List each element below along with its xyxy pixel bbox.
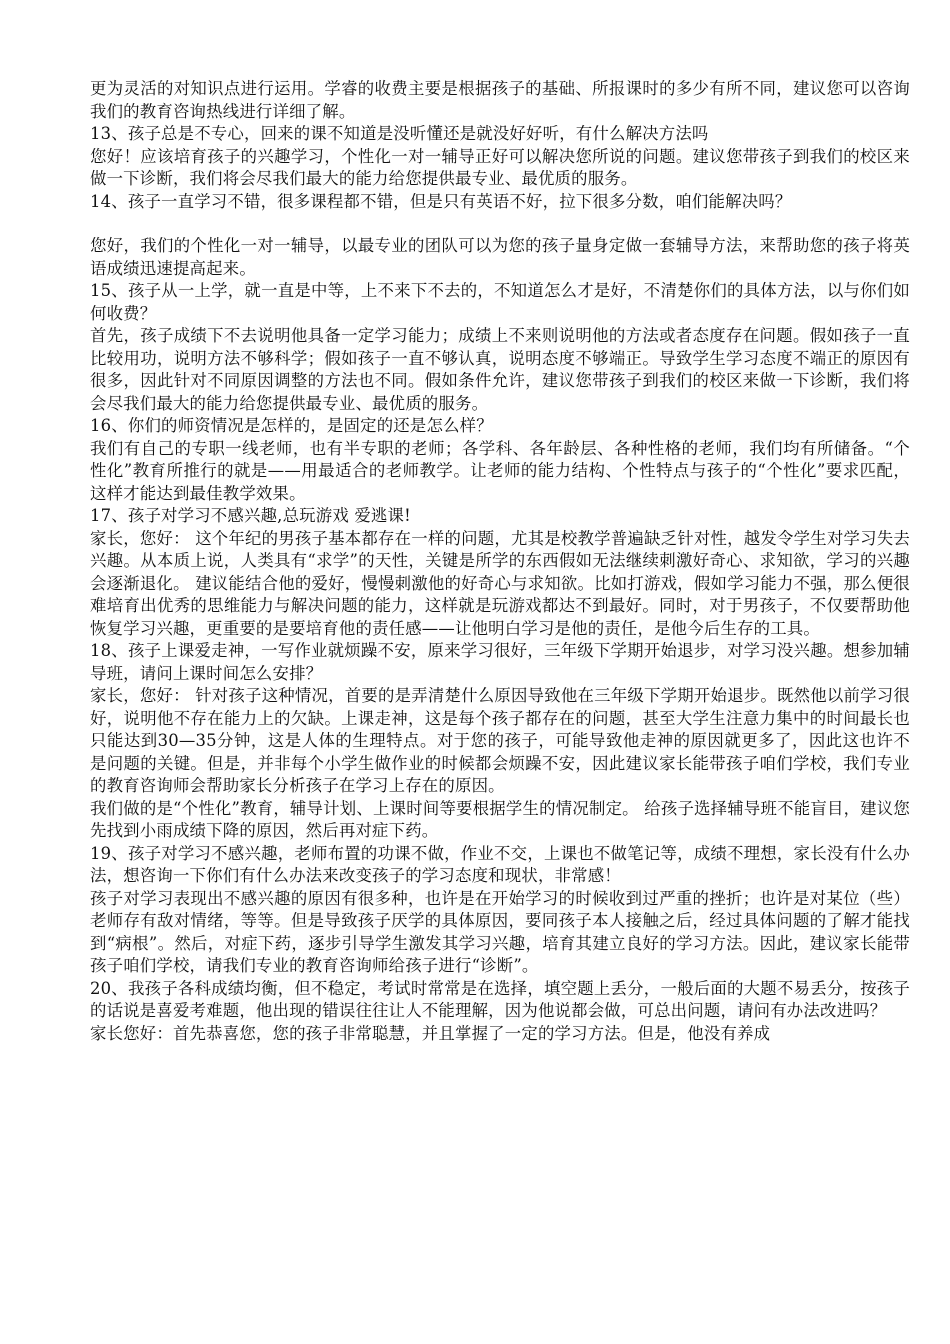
answer-19: 孩子对学习表现出不感兴趣的原因有很多种，也许是在开始学习的时候收到过严重的挫折；也许是对某位（些）老师存有敌对情绪，等等。但是导致孩子厌学的具体原因，要同孩子本人接触之后，经过具体问题的了解才能找到“病根”。然后，对症下药，逐步引导学生激发其学习兴趣，培育其建立良好的学习方法。因此，建议家长能带孩子咱们学校，请我们专业的教育咨询师给孩子进行“诊断”。 [90, 888, 910, 975]
answer-13: 您好！应该培育孩子的兴趣学习，个性化一对一辅导正好可以解决您所说的问题。建议您带孩子到我们的校区来做一下诊断，我们将会尽我们最大的能力给您提供最专业、最优质的服务。 [90, 146, 910, 188]
paragraph-intro-continuation: 更为灵活的对知识点进行运用。学睿的收费主要是根据孩子的基础、所报课时的多少有所不同，建议您可以咨询我们的教育咨询热线进行详细了解。 [90, 79, 910, 121]
document-page [90, 78, 910, 1045]
question-16: 16、你们的师资情况是怎样的，是固定的还是怎么样？ [90, 416, 493, 435]
question-13: 13、孩子总是不专心，回来的课不知道是没听懂还是就没好好听，有什么解决方法吗 [90, 124, 709, 143]
question-19: 19、孩子对学习不感兴趣，老师布置的功课不做，作业不交，上课也不做笔记等，成绩不理想，家长没有什么办法，想咨询一下你们有什么办法来改变孩子的学习态度和现状，非常感！ [90, 843, 910, 885]
blank-line [90, 213, 910, 235]
answer-14: 您好，我们的个性化一对一辅导，以最专业的团队可以为您的孩子量身定做一套辅导方法，来帮助您的孩子将英语成绩迅速提高起来。 [90, 236, 910, 278]
question-20: 20、我孩子各科成绩均衡，但不稳定，考试时常常是在选择，填空题上丢分，一般后面的大题不易丢分，按孩子的话说是喜爱考难题，他出现的错误往往让人不能理解，因为他说都会做，可总出问题，请问有办法改进吗？ [90, 978, 910, 1020]
answer-15: 首先，孩子成绩下不去说明他具备一定学习能力；成绩上不来则说明他的方法或者态度存在问题。假如孩子一直比较用功，说明方法不够科学；假如孩子一直不够认真，说明态度不够端正。导致学生学习态度不端正的原因有很多，因此针对不同原因调整的方法也不同。假如条件允许，建议您带孩子到我们的校区来做一下诊断，我们将会尽我们最大的能力给您提供最专业、最优质的服务。 [90, 326, 910, 413]
question-18: 18、孩子上课爱走神，一写作业就烦躁不安，原来学习很好，三年级下学期开始退步，对学习没兴趣。想参加辅导班，请问上课时间怎么安排？ [90, 641, 910, 683]
answer-17: 家长，您好： 这个年纪的男孩子基本都存在一样的问题，尤其是校教学普遍缺乏针对性，越发令学生对学习失去兴趣。从本质上说，人类具有“求学”的天性，关键是所学的东西假如无法继续刺激好奇心、求知欲，学习的兴趣会逐渐退化。 建议能结合他的爱好，慢慢刺激他的好奇心与求知欲。比如打游戏，假如学习能力不强，那么便很难培育出优秀的思维能力与解决问题的能力，这样就是玩游戏都达不到最好。同时，对于男孩子，不仅要帮助他恢复学习兴趣，更重要的是要培育他的责任感——让他明白学习是他的责任，是他今后生存的工具。 [90, 528, 910, 638]
answer-18: 家长，您好： 针对孩子这种情况，首要的是弄清楚什么原因导致他在三年级下学期开始退步。既然他以前学习很好，说明他不存在能力上的欠缺。上课走神，这是每个孩子都存在的问题，甚至大学生注意力集中的时间最长也只能达到30—35分钟，这是人体的生理特点。对于您的孩子，可能导致他走神的原因就更多了，因此这也许不是问题的关键。但是，并非每个小学生做作业的时候都会烦躁不安，因此建议家长能带孩子咱们学校，我们专业的教育咨询师会帮助家长分析孩子在学习上存在的原因。 [90, 686, 910, 795]
answer-20: 家长您好：首先恭喜您，您的孩子非常聪慧，并且掌握了一定的学习方法。但是，他没有养成 [90, 1023, 771, 1043]
answer-18-continued: 我们做的是“个性化”教育，辅导计划、上课时间等要根据学生的情况制定。 给孩子选择辅导班不能盲目，建议您先找到小雨成绩下降的原因，然后再对症下药。 [90, 798, 910, 840]
question-17: 17、孩子对学习不感兴趣,总玩游戏 爱逃课! [90, 506, 411, 525]
question-14: 14、孩子一直学习不错，很多课程都不错，但是只有英语不好，拉下很多分数，咱们能解决吗？ [90, 191, 792, 211]
answer-16: 我们有自己的专职一线老师，也有半专职的老师；各学科、各年龄层、各种性格的老师，我们均有所储备。“个性化”教育所推行的就是——用最适合的老师教学。让老师的能力结构、个性特点与孩子的“个性化”要求匹配，这样才能达到最佳教学效果。 [90, 438, 910, 503]
question-15: 15、孩子从一上学，就一直是中等，上不来下不去的，不知道怎么才是好，不清楚你们的具体方法，以与你们如何收费？ [90, 281, 910, 323]
